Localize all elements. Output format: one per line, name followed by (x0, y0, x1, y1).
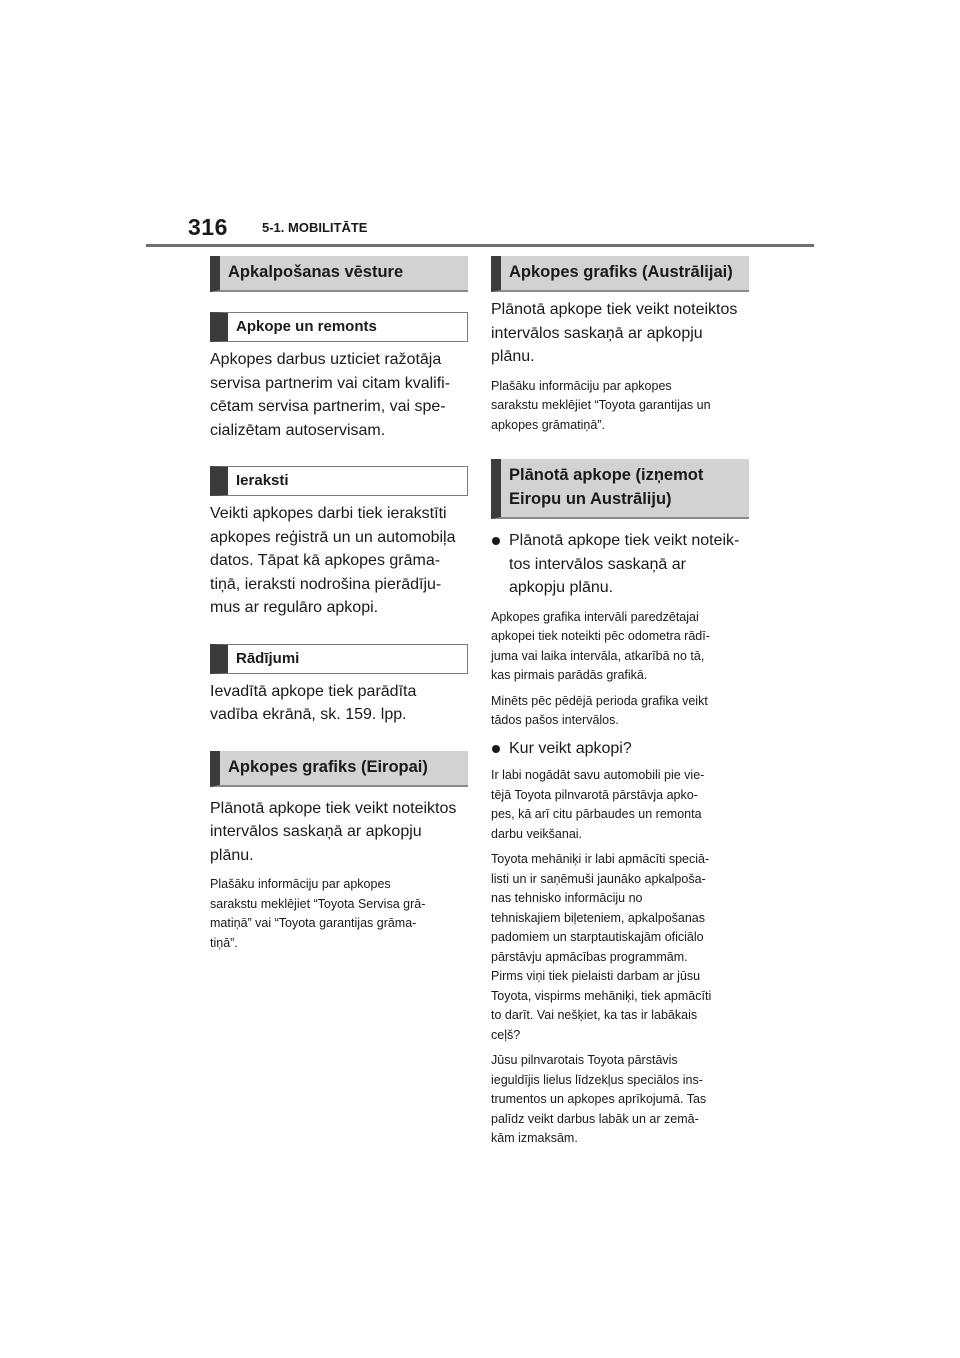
paragraph-intervals: Apkopes grafika intervāli paredzētajai apkopei tiek noteikti pēc odometra rādī- juma vai laika intervāla, atkarībā no tā, kas pirmais parādās grafikā. (491, 609, 710, 682)
section-title: 5-1. MOBILITĀTE (262, 220, 368, 235)
bullet-where-maintenance: Kur veikt apkopi? (491, 737, 749, 761)
page-number: 316 (188, 214, 228, 240)
heading-schedule-australia: Apkopes grafiks (Austrālijai) (491, 256, 749, 292)
paragraph-after-last-period: Minēts pēc pēdējā perioda grafika veikt tādos pašos intervālos. (491, 693, 708, 727)
paragraph-dealer: Ir labi nogādāt savu automobili pie vie- tējā Toyota pilnvarotā pārstāvja apko- pes, kā arī citu pārbaudes un remonta darbu veikšanai. (491, 768, 705, 841)
paragraph-schedule-europe: Plānotā apkope tiek veikt noteiktos intervālos saskaņā ar apkopju plānu. (210, 799, 457, 864)
bullet-dot-icon (492, 537, 500, 545)
left-column (210, 256, 468, 953)
subheading-records: Ieraksti (210, 466, 468, 496)
note-schedule-australia: Plašāku informāciju par apkopes sarakstu meklējiet “Toyota garantijas un apkopes grāmatiņā”. (491, 378, 711, 432)
paragraph-maintenance: Apkopes darbus uzticiet ražotāja servisa partnerim vai citam kvalifi- cētam servisa partnerim, vai spe- cializētam autoservisam. (210, 351, 451, 439)
paragraph-mechanics: Toyota mehāniķi ir labi apmācīti speciā- listi un ir saņēmuši jaunāko apkalpoša- nas tehnisko informāciju no tehniskajiem biļeteniem, apkalpošanas padomiem un starptautiskajām oficiālo pārstāvju apmācības programmām. Pirms viņi tiek pielaisti darbam ar jūsu Toyota, vispirms mehāniķi, tiek apmācīti to darīt. Vai nešķiet, ka tas ir labākais ceļš? (491, 852, 712, 1042)
paragraph-indications: Ievadītā apkope tiek parādīta vadība ekrānā, sk. 159. lpp. (210, 682, 417, 723)
note-schedule-europe: Plašāku informāciju par apkopes sarakstu meklējiet “Toyota Servisa grā- matiņā” vai “Toyota garantijas grāma- tiņā”. (210, 877, 426, 950)
right-column (491, 256, 749, 1149)
subheading-maintenance-repair: Apkope un remonts (210, 312, 468, 342)
heading-schedule-other: Plānotā apkope (izņemot Eiropu un Austrāliju) (491, 459, 749, 519)
paragraph-records: Veikti apkopes darbi tiek ierakstīti apkopes reģistrā un un automobiļa datos. Tāpat kā apkopes grāma- tiņā, ieraksti nodrošina pierādīju- mus ar regulāro apkopi. (210, 505, 456, 616)
subheading-indications: Rādījumi (210, 644, 468, 674)
heading-schedule-europe: Apkopes grafiks (Eiropai) (210, 751, 468, 787)
bullet-dot-icon (492, 745, 500, 753)
paragraph-schedule-australia: Plānotā apkope tiek veikt noteiktos intervālos saskaņā ar apkopju plānu. (491, 301, 738, 365)
header-rule (146, 244, 814, 247)
heading-service-history: Apkalpošanas vēsture (210, 256, 468, 292)
bullet-scheduled-maintenance: Plānotā apkope tiek veikt noteik- tos intervālos saskaņā ar apkopju plānu. (491, 529, 749, 600)
paragraph-equipment: Jūsu pilnvarotais Toyota pārstāvis ieguldījis lielus līdzekļus speciālos ins- trumentos un apkopes aprīkojumā. Tas palīdz veikt darbus labāk un ar zemā- kām izmaksām. (491, 1053, 707, 1145)
